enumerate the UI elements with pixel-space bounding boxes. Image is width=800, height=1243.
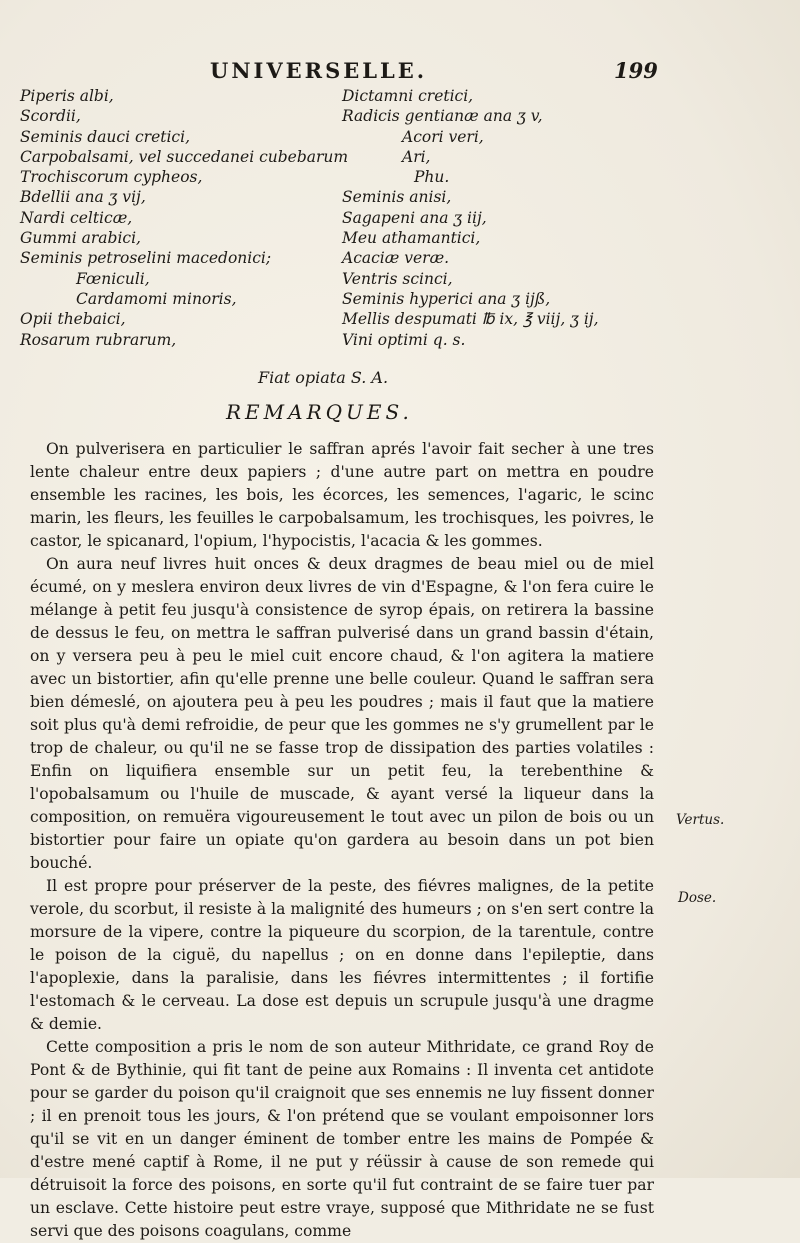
ingredient-line: Carpobalsami, vel succedanei cubebarum: [20, 147, 349, 166]
ingredient-line: Fœniculi,: [76, 269, 150, 288]
paragraph: On aura neuf livres huit onces & deux dragmes de beau miel ou de miel écumé, on y meslera environ deux livres de vin d'Espagne, & l'on fera cuire le mélange à petit feu jusqu'à consistence de syrop épais, on retirera la bassine de dessus le feu, on mettra le saffran pulverisé dans un grand bassin d'étain, on y versera peu à peu le miel cuit encore chaud, & l'on agitera la matiere avec un bistortier, afin qu'elle prenne une belle couleur. Quand le saffran sera bien démeslé, on ajoutera peu à peu les poudres ; mais il faut que la matiere soit plus qu'à demi refroidie, de peur que les gommes ne s'y grumellent par le trop de chaleur, ou qu'il ne se fasse trop de dissipation des parties volatiles : Enfin on liquifiera ensemble sur un petit feu, la terebenthine & l'opobalsamum ou l'huile de muscade, & ayant versé la liqueur dans la composition, on remuëra vigoureusement le tout avec un pilon de bois ou un bistortier pour faire un opiate qu'on gardera au besoin dans un pot bien bouché.: [30, 555, 654, 872]
ingredients-left-column: [20, 86, 349, 350]
ingredient-line: Opii thebaici,: [20, 310, 126, 329]
ingredient-line: Dictamni cretici,: [342, 87, 474, 105]
ingredient-line: Acaciæ veræ.: [342, 249, 450, 268]
ingredient-line: Cardamomi minoris,: [76, 289, 237, 308]
paragraph: Il est propre pour préserver de la peste, des fiévres malignes, de la petite verole, du scorbut, il resiste à la malignité des humeurs ; on s'en sert contre la morsure de la vipere, contre la piqueure du scorpion, de la tarentule, contre le poison de la ciguë, du napellus ; on en donne dans l'epileptie, dans l'apoplexie, dans la paralisie, dans les fiévres intermittentes ; il fortifie l'estomach & le cerveau. La dose est depuis un scrupule jusqu'à une dragme & demie.: [30, 877, 654, 1033]
ingredient-line: Seminis petroselini macedonici;: [20, 249, 272, 268]
paragraph: Cette composition a pris le nom de son auteur Mithridate, ce grand Roy de Pont & de Bythinie, qui fit tant de peine aux Romains : Il inventa cet antidote pour se garder du poison qu'il craignoit que ses ennemis ne luy fissent donner ; il en prenoit tous les jours, & l'on prétend que se voulant empoisonner lors qu'il se vit en un danger éminent de tomber entre les mains de Pompée & d'estre mené captif à Rome, il ne put y réüssir à cause de son remede qui détruisoit la force des poisons, en sorte qu'il fut contraint de se faire tuer par un esclave. Cette histoire peut estre vraye, supposé que Mithridate ne se fust servi que des poisons coagulans, comme: [30, 1038, 654, 1240]
ingredient-line: Sagapeni ana ʒ iij,: [342, 208, 487, 227]
ingredient-line: Piperis albi,: [20, 87, 114, 105]
ingredient-line: Ventris scinci,: [342, 269, 453, 288]
ingredients-right-column: [342, 86, 652, 350]
margin-note-dose: Dose.: [678, 890, 717, 906]
ingredient-line: Seminis anisi,: [342, 188, 452, 207]
ingredient-line: Rosarum rubrarum,: [20, 330, 177, 349]
ingredient-line: Bdellii ana ʒ vij,: [20, 188, 146, 207]
ingredient-line: Nardi celticæ,: [20, 208, 133, 227]
margin-note-vertus: Vertus.: [676, 812, 725, 828]
ingredient-line: Ari,: [402, 147, 431, 166]
ingredient-line: Gummi arabici,: [20, 229, 141, 248]
ingredient-line: Seminis hyperici ana ʒ ijß,: [342, 289, 551, 308]
ingredient-line: Radicis gentianæ ana ʒ v,: [342, 107, 543, 126]
ingredient-line: Seminis dauci cretici,: [20, 127, 190, 146]
ingredient-line: Meu athamantici,: [342, 229, 481, 248]
section-heading: REMARQUES.: [226, 400, 413, 424]
ingredient-line: Scordii,: [20, 107, 81, 126]
ingredient-line: Trochiscorum cypheos,: [20, 168, 203, 187]
recipe-instruction: Fiat opiata S. A.: [258, 368, 389, 387]
header-title: UNIVERSELLE.: [210, 58, 428, 83]
page-number: 199: [614, 58, 658, 83]
ingredient-line: Mellis despumati ℔ ix, ℥ viij, ʒ ij,: [342, 310, 599, 329]
remarks-body: [30, 438, 654, 1243]
ingredient-line: Phu.: [414, 168, 450, 187]
paragraph: On pulverisera en particulier le saffran aprés l'avoir fait secher à une tres lente chaleur entre deux papiers ; d'une autre part on mettra en poudre ensemble les racines, les bois, les écorces, les semences, l'agaric, le scinc marin, les fleurs, les feuilles le carpobalsamum, les trochisques, les poivres, le castor, le spicanard, l'opium, l'hypocistis, l'acacia & les gommes.: [30, 440, 654, 550]
ingredient-line: Acori veri,: [402, 127, 484, 146]
ingredient-line: Vini optimi q. s.: [342, 330, 466, 349]
